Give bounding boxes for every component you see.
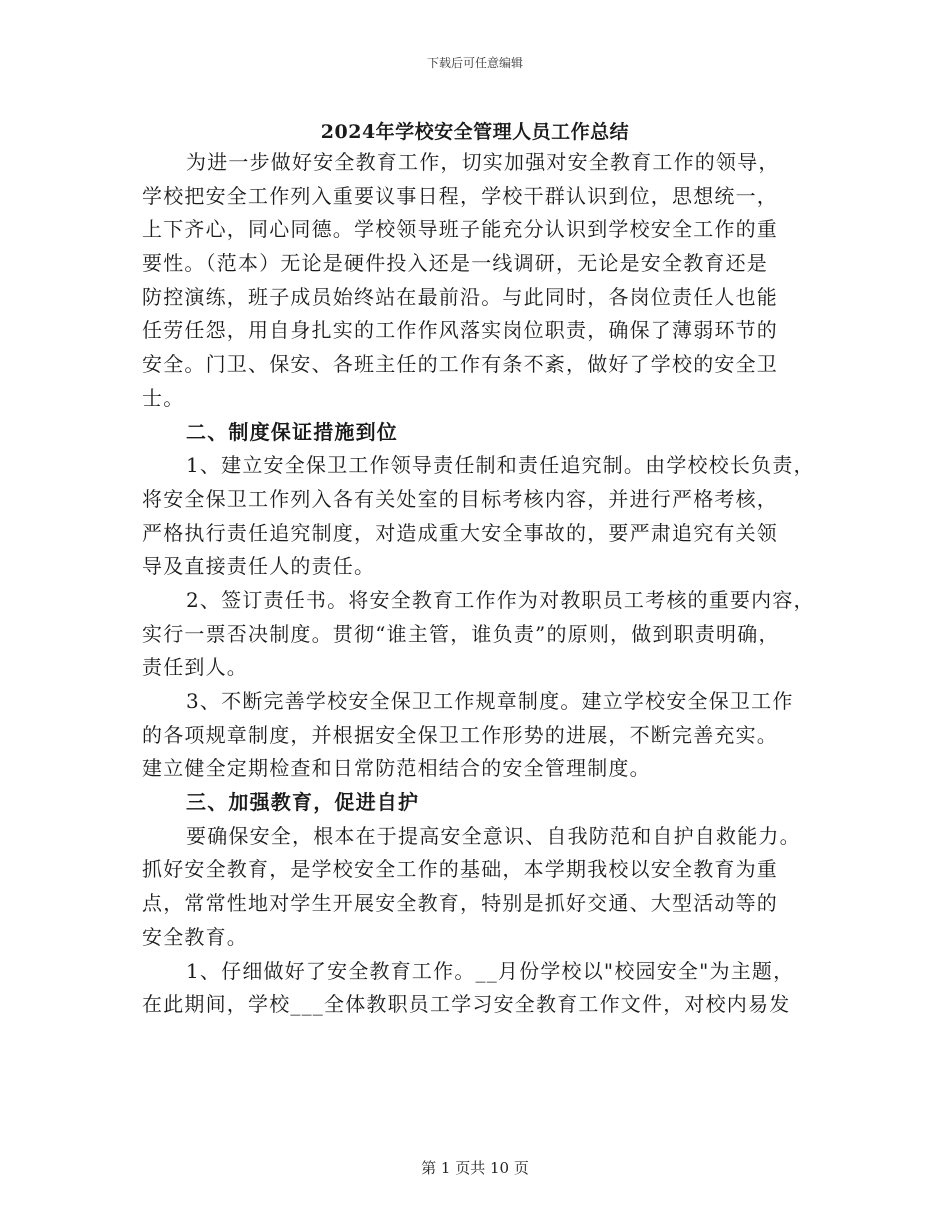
section-heading: 三、加强教育，促进自护 xyxy=(186,790,420,815)
body-line: 抓好安全教育，是学校安全工作的基础，本学期我校以安全教育为重 xyxy=(142,857,778,882)
body-line: 在此期间，学校___全体教职员工学习安全教育工作文件，对校内易发 xyxy=(142,992,791,1017)
body-line: 要确保安全，根本在于提高安全意识、自我防范和自护自救能力。 xyxy=(186,823,801,848)
body-line: 士。 xyxy=(142,385,185,410)
body-line: 点，常常性地对学生开展安全教育，特别是抓好交通、大型活动等的 xyxy=(142,891,778,916)
document-title: 2024年学校安全管理人员工作总结 xyxy=(320,121,630,143)
body-line: 为进一步做好安全教育工作，切实加强对安全教育工作的领导， xyxy=(186,150,780,174)
document-body xyxy=(142,146,842,1022)
body-line: 的各项规章制度，并根据安全保卫工作形势的进展，不断完善充实。 xyxy=(142,722,778,747)
body-line: 1、建立安全保卫工作领导责任制和责任追究制。由学校校长负责， xyxy=(186,453,815,478)
body-line: 责任到人。 xyxy=(142,655,248,680)
page-footer: 第 1 页共 10 页 xyxy=(421,1159,529,1177)
body-line: 将安全保卫工作列入各有关处室的目标考核内容，并进行严格考核， xyxy=(142,486,778,511)
header-note: 下载后可任意编辑 xyxy=(426,56,523,70)
body-line: 导及直接责任人的责任。 xyxy=(142,554,376,579)
body-line: 严格执行责任追究制度，对造成重大安全事故的，要严肃追究有关领 xyxy=(142,520,778,545)
body-line: 学校把安全工作列入重要议事日程，学校干群认识到位，思想统一， xyxy=(142,183,778,208)
body-line: 建立健全定期检查和日常防范相结合的安全管理制度。 xyxy=(142,756,651,781)
body-line: 2、签订责任书。将安全教育工作作为对教职员工考核的重要内容， xyxy=(186,587,815,612)
body-line: 任劳任怨，用自身扎实的工作作风落实岗位职责，确保了薄弱环节的 xyxy=(142,318,778,343)
body-line: 实行一票否决制度。贯彻“谁主管，谁负责”的原则，做到职责明确， xyxy=(142,621,780,646)
body-line: 上下齐心，同心同德。学校领导班子能充分认识到学校安全工作的重 xyxy=(142,217,778,242)
body-line: 安全教育。 xyxy=(142,924,248,949)
body-line: 要性。（范本）无论是硬件投入还是一线调研，无论是安全教育还是 xyxy=(142,251,768,276)
body-line: 安全。门卫、保安、各班主任的工作有条不紊，做好了学校的安全卫 xyxy=(142,352,778,377)
body-line: 1、仔细做好了安全教育工作。__月份学校以"校园安全"为主题， xyxy=(186,958,795,983)
body-line: 3、不断完善学校安全保卫工作规章制度。建立学校安全保卫工作 xyxy=(186,689,794,713)
section-heading: 二、制度保证措施到位 xyxy=(186,419,398,444)
body-line: 防控演练，班子成员始终站在最前沿。与此同时，各岗位责任人也能 xyxy=(142,284,778,309)
